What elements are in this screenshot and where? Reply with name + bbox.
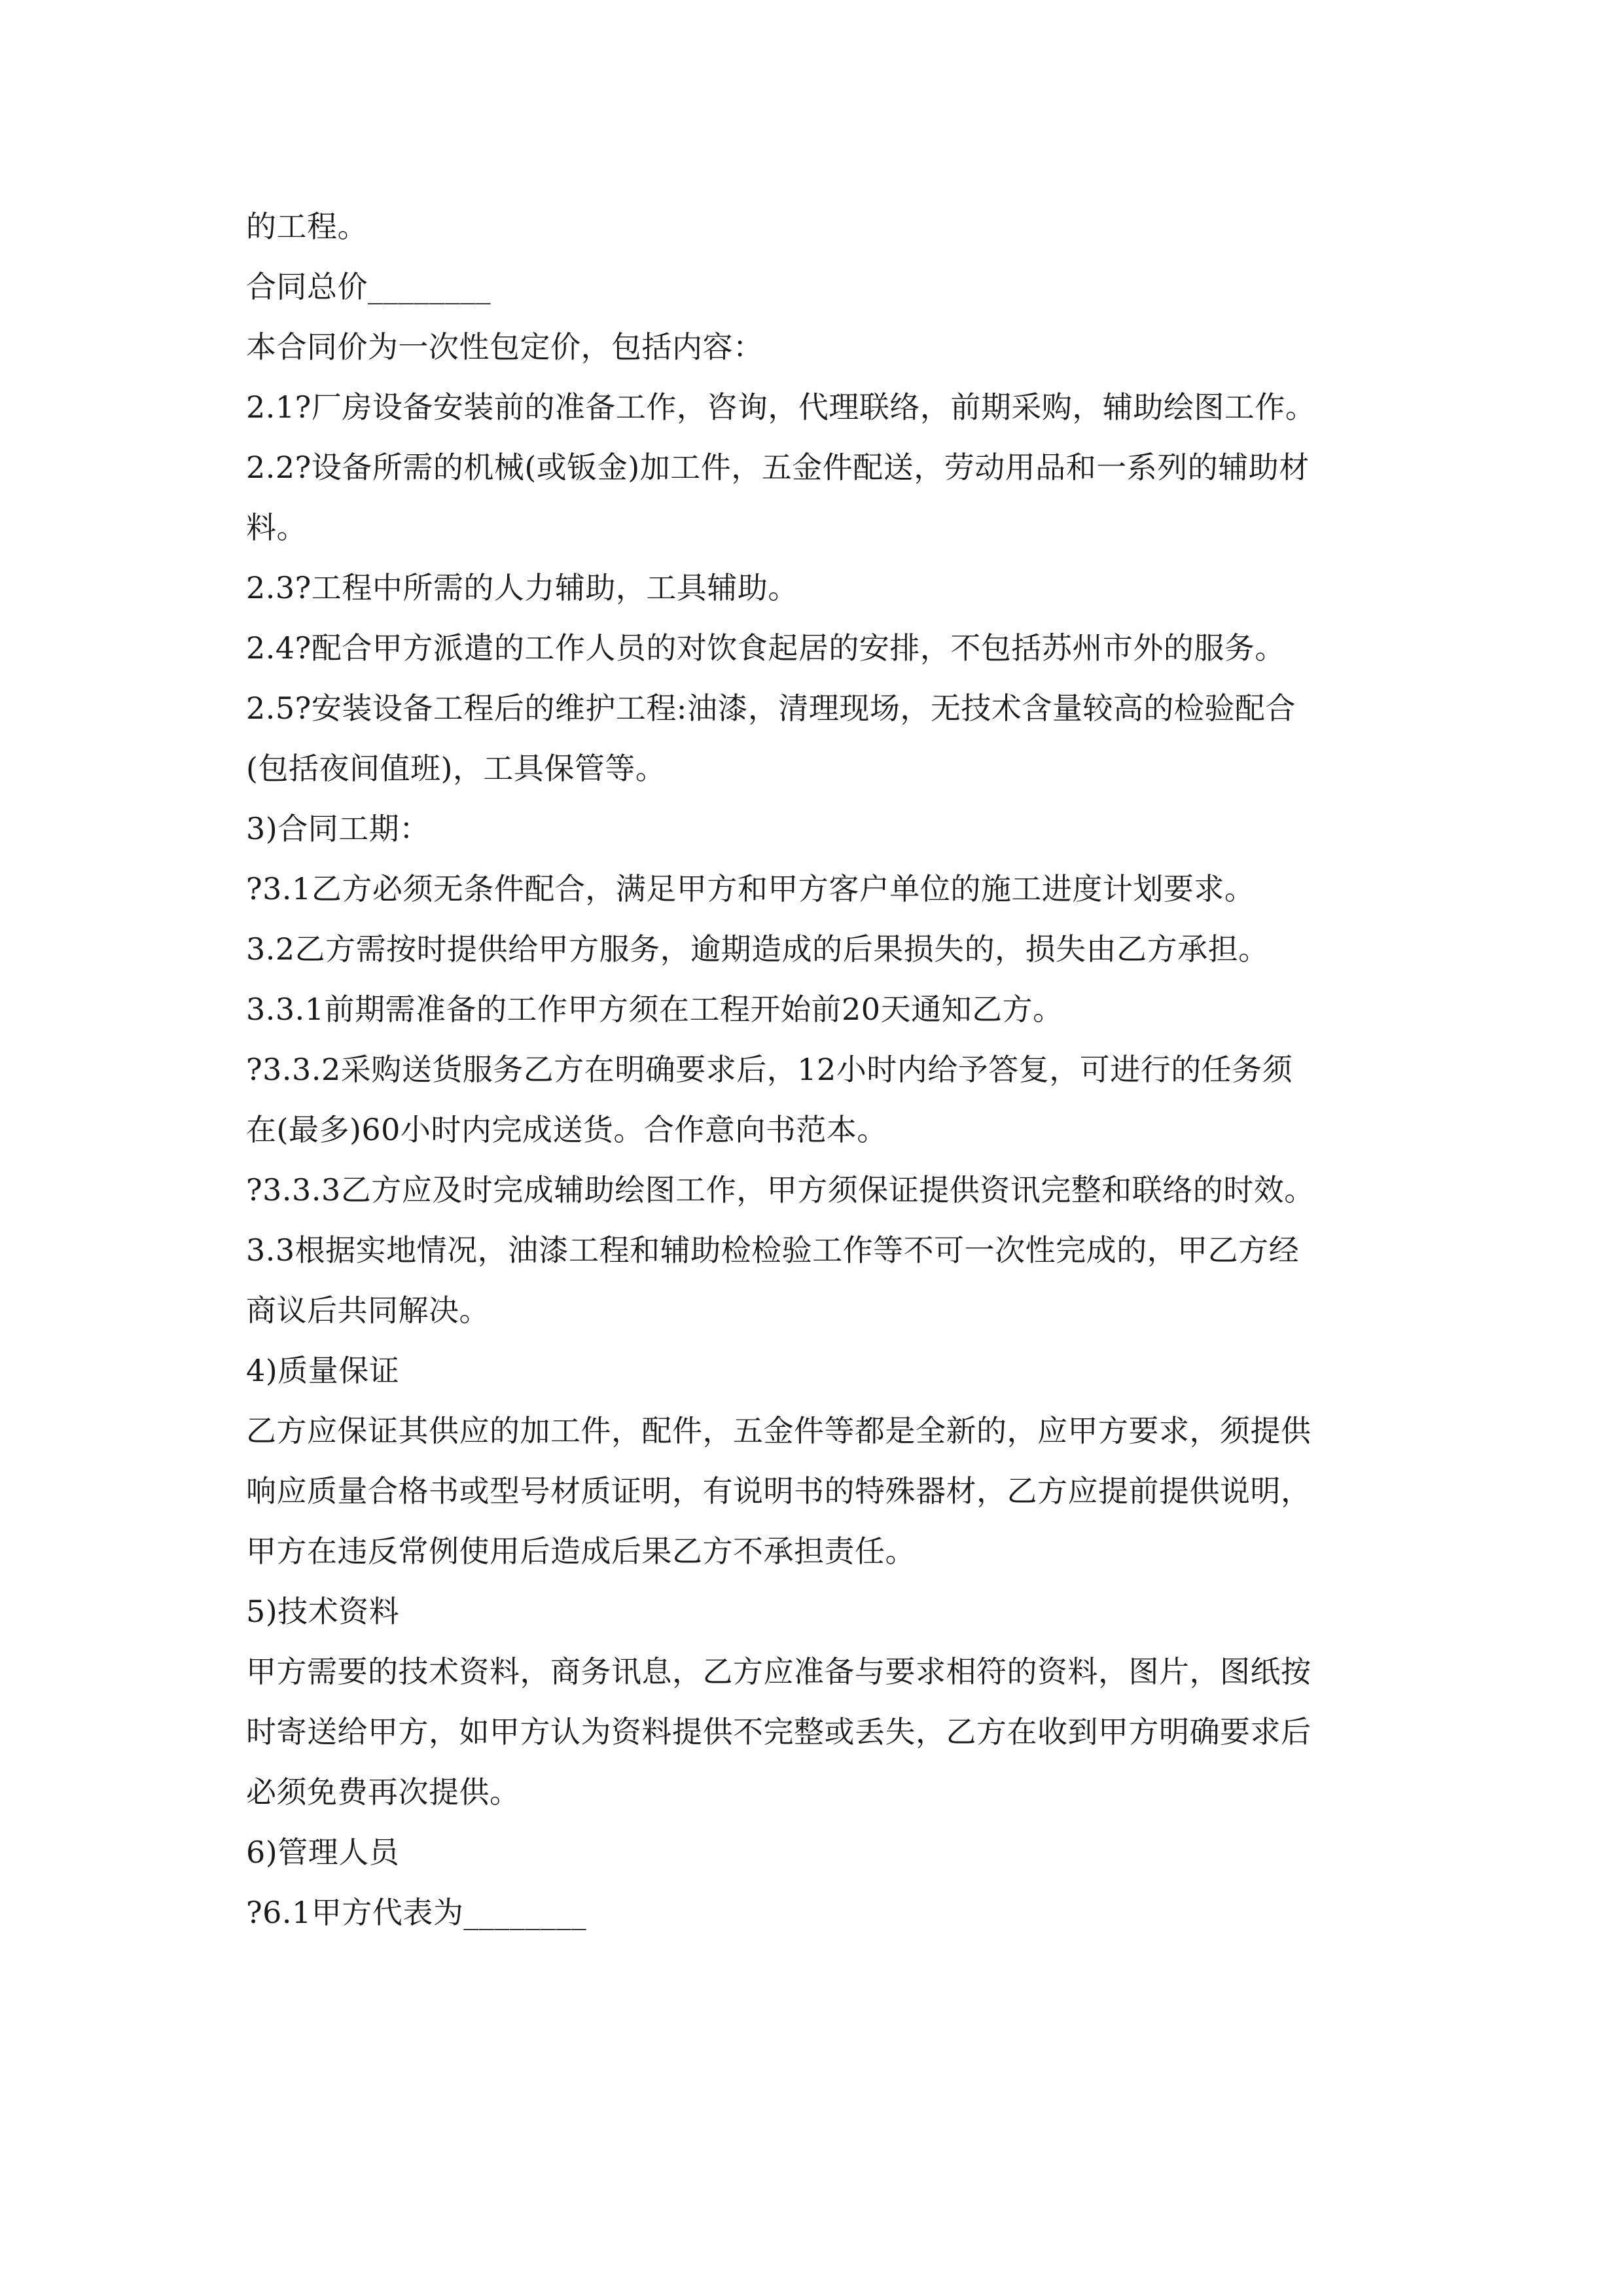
text-line: ?3.3.2采购送货服务乙方在明确要求后，12小时内给予答复，可进行的任务须 — [246, 1052, 1293, 1087]
text-line: 甲方在违反常例使用后造成后果乙方不承担责任。 — [246, 1534, 916, 1569]
text-line: 2.4?配合甲方派遣的工作人员的对饮食起居的安排，不包括苏州市外的服务。 — [246, 630, 1285, 666]
text-line: ?3.3.3乙方应及时完成辅助绘图工作，甲方须保证提供资讯完整和联络的时效。 — [246, 1172, 1315, 1208]
text-line: 乙方应保证其供应的加工件，配件，五金件等都是全新的，应甲方要求，须提供 — [246, 1413, 1311, 1448]
text-line: 时寄送给甲方，如甲方认为资料提供不完整或丢失，乙方在收到甲方明确要求后 — [246, 1714, 1311, 1749]
text-line: 在(最多)60小时内完成送货。合作意向书范本。 — [246, 1112, 887, 1147]
text-line: 2.2?设备所需的机械(或钣金)加工件，五金件配送，劳动用品和一系列的辅助材 — [246, 450, 1310, 485]
text-line: 3.3根据实地情况，油漆工程和辅助检检验工作等不可一次性完成的，甲乙方经 — [246, 1232, 1300, 1268]
text-line: (包括夜间值班)，工具保管等。 — [246, 751, 666, 786]
text-line: 必须免费再次提供。 — [246, 1774, 520, 1810]
text-line: 2.3?工程中所需的人力辅助，工具辅助。 — [246, 570, 798, 605]
text-line: 料。 — [246, 510, 307, 545]
section-heading: 5)技术资料 — [246, 1594, 400, 1629]
section-heading: 4)质量保证 — [246, 1353, 400, 1388]
text-line: 3.2乙方需按时提供给甲方服务，逾期造成的后果损失的，损失由乙方承担。 — [246, 931, 1269, 967]
text-line: 2.5?安装设备工程后的维护工程:油漆，清理现场，无技术含量较高的检验配合 — [246, 691, 1296, 726]
text-line: 的工程。 — [246, 209, 368, 244]
text-line: ?6.1甲方代表为________ — [246, 1895, 587, 1930]
text-line: 合同总价________ — [246, 269, 491, 304]
section-heading: 6)管理人员 — [246, 1835, 400, 1870]
text-line: 本合同价为一次性包定价，包括内容： — [246, 329, 764, 365]
text-line: 2.1?厂房设备安装前的准备工作，咨询，代理联络，前期采购，辅助绘图工作。 — [246, 389, 1316, 425]
text-line: ?3.1乙方必须无条件配合，满足甲方和甲方客户单位的施工进度计划要求。 — [246, 871, 1255, 906]
text-line: 商议后共同解决。 — [246, 1293, 490, 1328]
text-line: 甲方需要的技术资料，商务讯息，乙方应准备与要求相符的资料，图片，图纸按 — [246, 1654, 1311, 1689]
section-heading: 3)合同工期： — [246, 811, 430, 846]
text-line: 3.3.1前期需准备的工作甲方须在工程开始前20天通知乙方。 — [246, 992, 1063, 1027]
text-line: 响应质量合格书或型号材质证明，有说明书的特殊器材，乙方应提前提供说明， — [246, 1473, 1311, 1509]
document-body — [246, 196, 1398, 1943]
